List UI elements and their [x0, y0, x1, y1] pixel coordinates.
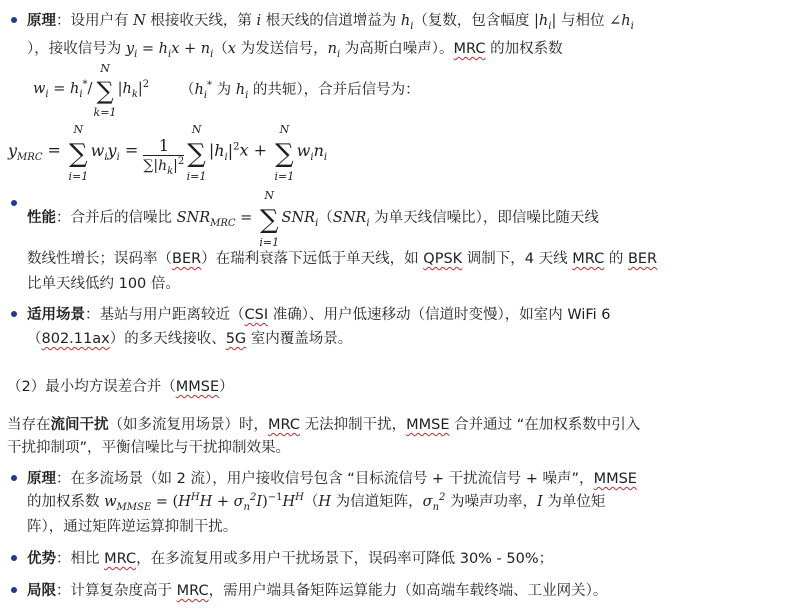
mmse-intro-line-1: 当存在流间干扰（如多流复用场景）时，MRC 无法抑制干扰，MMSE 合并通过 “在加权系数中引入: [7, 417, 641, 433]
bullet-dot: [11, 587, 17, 593]
mmse-heading: （2）最小均方误差合并（MMSE）: [7, 379, 234, 395]
bullet-dot: [11, 555, 17, 561]
performance-line-2: 数线性增长；误码率（BER）在瑞利衰落下远低于单天线，如 QPSK 调制下，4 天线 MRC 的 BER: [27, 251, 658, 267]
bullet-dot: [11, 200, 17, 206]
principle-label: 原理: [27, 13, 56, 29]
bullet-dot: [11, 311, 17, 317]
limitation-line: 局限：计算复杂度高于 MRC，需用户端具备矩阵运算能力（如高端车载终端、工业网关）。: [27, 583, 608, 599]
mmse-principle-label: 原理: [27, 471, 56, 487]
mmse-principle-line-2: 的加权系数 $w_{MMSE} = (H^HH + \sigma_n^2I)^{-1}H^H(H$ 为信道矩阵，$\sigma_n^2$ 为噪声功率，I 为单位矩: [27, 492, 606, 513]
scene-line-1: 适用场景：基站与用户距离较近（CSI 准确）、用户低速移动（信道时变慢），如室内 WiFi 6: [27, 307, 611, 323]
advantage-label: 优势: [27, 551, 56, 567]
advantage-line: 优势：相比 MRC，在多流复用或多用户干扰场景下，误码率可降低 30% - 50%；: [27, 551, 554, 567]
limitation-label: 局限: [27, 583, 56, 599]
mmse-principle-line-1: 原理：在多流场景（如 2 流），用户接收信号包含 “目标流信号 + 干扰流信号 + 噪声”，MMSE: [27, 471, 637, 487]
principle-line-2: ），接收信号为 $y_i = h_ix + n_i(x$ 为发送信号，$n_i$ 为高斯白噪声）。MRC 的加权系数: [27, 41, 563, 60]
mmse-intro-line-2: 干扰抑制项”，平衡信噪比与干扰抑制效果。: [7, 440, 291, 456]
performance-line-3: 比单天线低约 100 倍。: [27, 276, 180, 292]
performance-label: 性能: [27, 210, 56, 226]
bullet-dot: [11, 17, 17, 23]
principle-line-1: 原理：设用户有 N 根接收天线，第 i 根天线的信道增益为 $h_i$（复数，包含幅度 $|h_i|$ 与相位 $\angle h_i$: [27, 13, 634, 32]
scene-label: 适用场景: [27, 307, 85, 323]
performance-line-1: 性能：合并后的信噪比 $SNR_{MRC}$ = ∑ N i=1 $SNR_i(SNR_i$ 为单天线信噪比），即信噪比随天线: [27, 189, 599, 249]
mmse-principle-line-3: 阵），通过矩阵逆运算抑制干扰。: [27, 519, 238, 535]
scene-line-2: （802.11ax）的多天线接收、5G 室内覆盖场景。: [27, 331, 353, 347]
weight-formula-note: （$h_i^*$ 为 $h_i$ 的共轭），合并后信号为：: [180, 80, 420, 101]
bullet-dot: [11, 475, 17, 481]
weight-formula: $w_i = h_i^*/$ ∑ N k=1 $|h_k|^2$: [33, 62, 150, 119]
combined-signal-formula: $y_{MRC}$ = ∑ N i=1 $w_iy_i$ = $\frac{1}{\sum|h_k|^2}$ ∑ N i=1 $|h_i|^2x$ + ∑ N i=1 $w_in_i$: [8, 122, 328, 183]
